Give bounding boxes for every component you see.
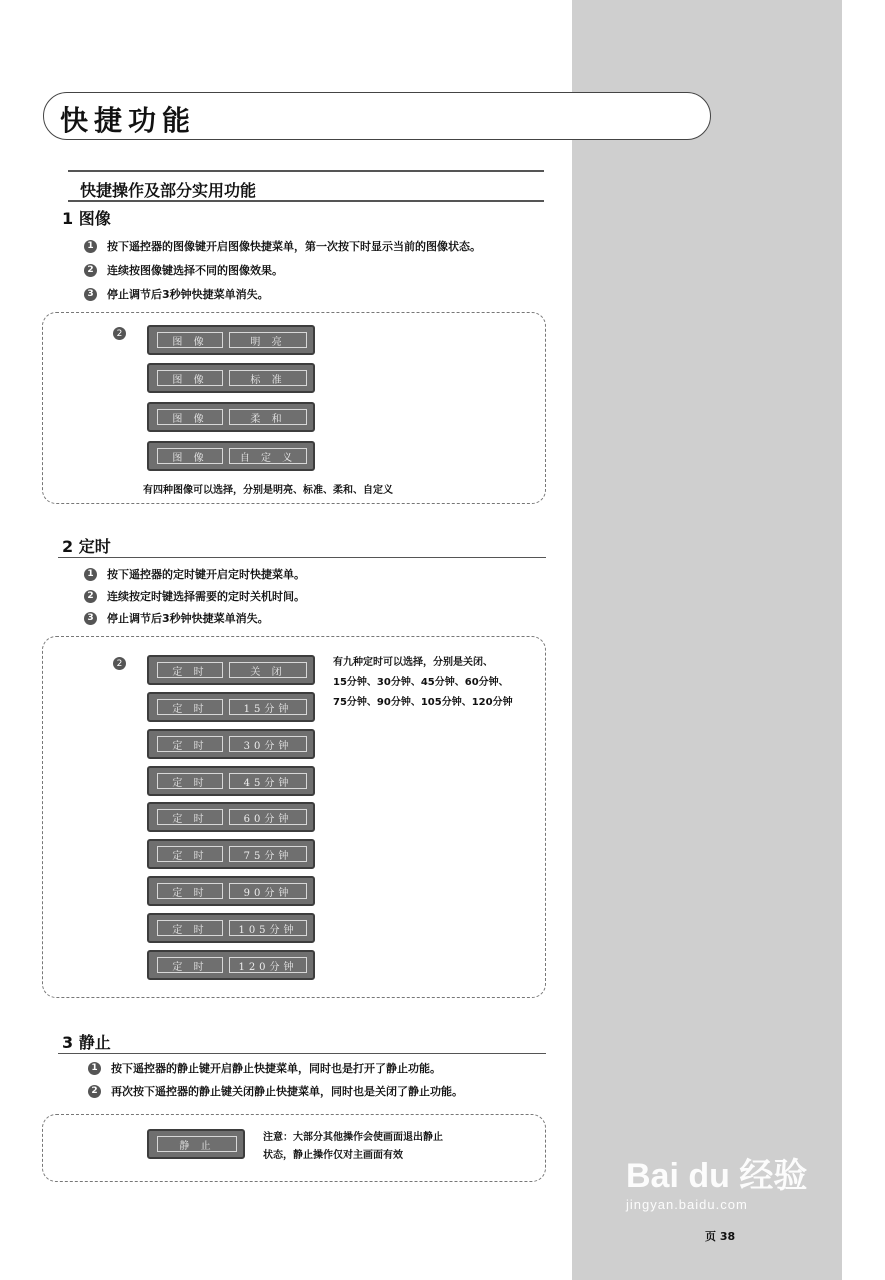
picture-caption: 有四种图像可以选择，分别是明亮、标准、柔和、自定义	[143, 485, 393, 496]
osd-label: 图 像	[157, 332, 223, 348]
demo-marker: 2	[113, 327, 126, 340]
step-item	[84, 610, 269, 626]
step-item	[84, 566, 305, 582]
step-text: 按下遥控器的定时键开启定时快捷菜单。	[107, 568, 305, 581]
step-item	[84, 238, 481, 254]
osd-value: 75分钟	[229, 846, 307, 862]
timer-demo-box	[42, 636, 546, 998]
osd-value: 30分钟	[229, 736, 307, 752]
section-heading-picture: 1 图像	[62, 209, 111, 228]
osd-label: 定 时	[157, 957, 223, 973]
osd-banner	[147, 913, 315, 943]
osd-banner	[147, 839, 315, 869]
demo-marker: 2	[113, 657, 126, 670]
step-marker: 2	[84, 590, 97, 603]
osd-label: 图 像	[157, 448, 223, 464]
osd-value: 60分钟	[229, 809, 307, 825]
osd-value: 15分钟	[229, 699, 307, 715]
osd-value: 关 闭	[229, 662, 307, 678]
step-marker: 3	[84, 288, 97, 301]
osd-value: 105分钟	[229, 920, 307, 936]
step-item	[84, 286, 269, 302]
osd-value: 120分钟	[229, 957, 307, 973]
osd-banner	[147, 692, 315, 722]
note-line: 注意：大部分其他操作会使画面退出静止	[263, 1132, 443, 1143]
baidu-watermark	[626, 1148, 807, 1212]
page-number: 页 38	[705, 1230, 736, 1243]
watermark-url: jingyan.baidu.com	[626, 1197, 748, 1212]
note-line: 状态，静止操作仅对主画面有效	[263, 1150, 403, 1161]
divider	[58, 557, 546, 558]
osd-label: 静 止	[157, 1136, 237, 1152]
step-item	[84, 262, 283, 278]
osd-value: 45分钟	[229, 773, 307, 789]
step-item	[88, 1083, 463, 1099]
osd-label: 图 像	[157, 409, 223, 425]
osd-banner	[147, 802, 315, 832]
osd-value: 标 准	[229, 370, 307, 386]
right-gray-margin	[572, 0, 842, 1280]
freeze-note	[263, 1129, 443, 1165]
title-banner	[43, 92, 711, 140]
osd-label: 定 时	[157, 662, 223, 678]
caption-line: 15分钟、30分钟、45分钟、60分钟、	[333, 677, 509, 688]
timer-caption	[333, 653, 513, 713]
step-text: 再次按下遥控器的静止键关闭静止快捷菜单，同时也是关闭了静止功能。	[111, 1085, 463, 1098]
osd-banner	[147, 876, 315, 906]
subtitle: 快捷操作及部分实用功能	[80, 181, 257, 200]
osd-banner	[147, 729, 315, 759]
page-title: 快捷功能	[60, 104, 197, 137]
picture-demo-box	[42, 312, 546, 504]
osd-label: 定 时	[157, 699, 223, 715]
step-marker: 3	[84, 612, 97, 625]
step-marker: 1	[84, 568, 97, 581]
step-item	[88, 1060, 441, 1076]
caption-line: 75分钟、90分钟、105分钟、120分钟	[333, 697, 513, 708]
osd-label: 定 时	[157, 736, 223, 752]
osd-label: 图 像	[157, 370, 223, 386]
osd-label: 定 时	[157, 920, 223, 936]
osd-value: 90分钟	[229, 883, 307, 899]
osd-label: 定 时	[157, 809, 223, 825]
step-marker: 1	[88, 1062, 101, 1075]
osd-banner	[147, 1129, 245, 1159]
step-marker: 1	[84, 240, 97, 253]
step-text: 连续按图像键选择不同的图像效果。	[107, 264, 283, 277]
step-text: 连续按定时键选择需要的定时关机时间。	[107, 590, 305, 603]
section-heading-timer: 2 定时	[62, 537, 111, 556]
osd-banner	[147, 402, 315, 432]
step-marker: 2	[84, 264, 97, 277]
osd-label: 定 时	[157, 846, 223, 862]
osd-banner	[147, 655, 315, 685]
section-heading-freeze: 3 静止	[62, 1033, 111, 1052]
osd-banner	[147, 363, 315, 393]
step-text: 按下遥控器的静止键开启静止快捷菜单，同时也是打开了静止功能。	[111, 1062, 441, 1075]
step-text: 停止调节后3秒钟快捷菜单消失。	[107, 288, 269, 301]
caption-line: 有九种定时可以选择，分别是关闭、	[333, 657, 493, 668]
osd-label: 定 时	[157, 773, 223, 789]
osd-value: 明 亮	[229, 332, 307, 348]
osd-value: 自 定 义	[229, 448, 307, 464]
osd-label: 定 时	[157, 883, 223, 899]
divider	[68, 170, 544, 172]
step-item	[84, 588, 305, 604]
freeze-demo-box	[42, 1114, 546, 1182]
watermark-brand: Bai du 经验	[626, 1157, 808, 1195]
osd-value: 柔 和	[229, 409, 307, 425]
osd-banner	[147, 441, 315, 471]
step-text: 按下遥控器的图像键开启图像快捷菜单，第一次按下时显示当前的图像状态。	[107, 240, 481, 253]
step-text: 停止调节后3秒钟快捷菜单消失。	[107, 612, 269, 625]
osd-banner	[147, 766, 315, 796]
divider	[68, 200, 544, 202]
divider	[58, 1053, 546, 1054]
osd-banner	[147, 325, 315, 355]
osd-banner	[147, 950, 315, 980]
step-marker: 2	[88, 1085, 101, 1098]
